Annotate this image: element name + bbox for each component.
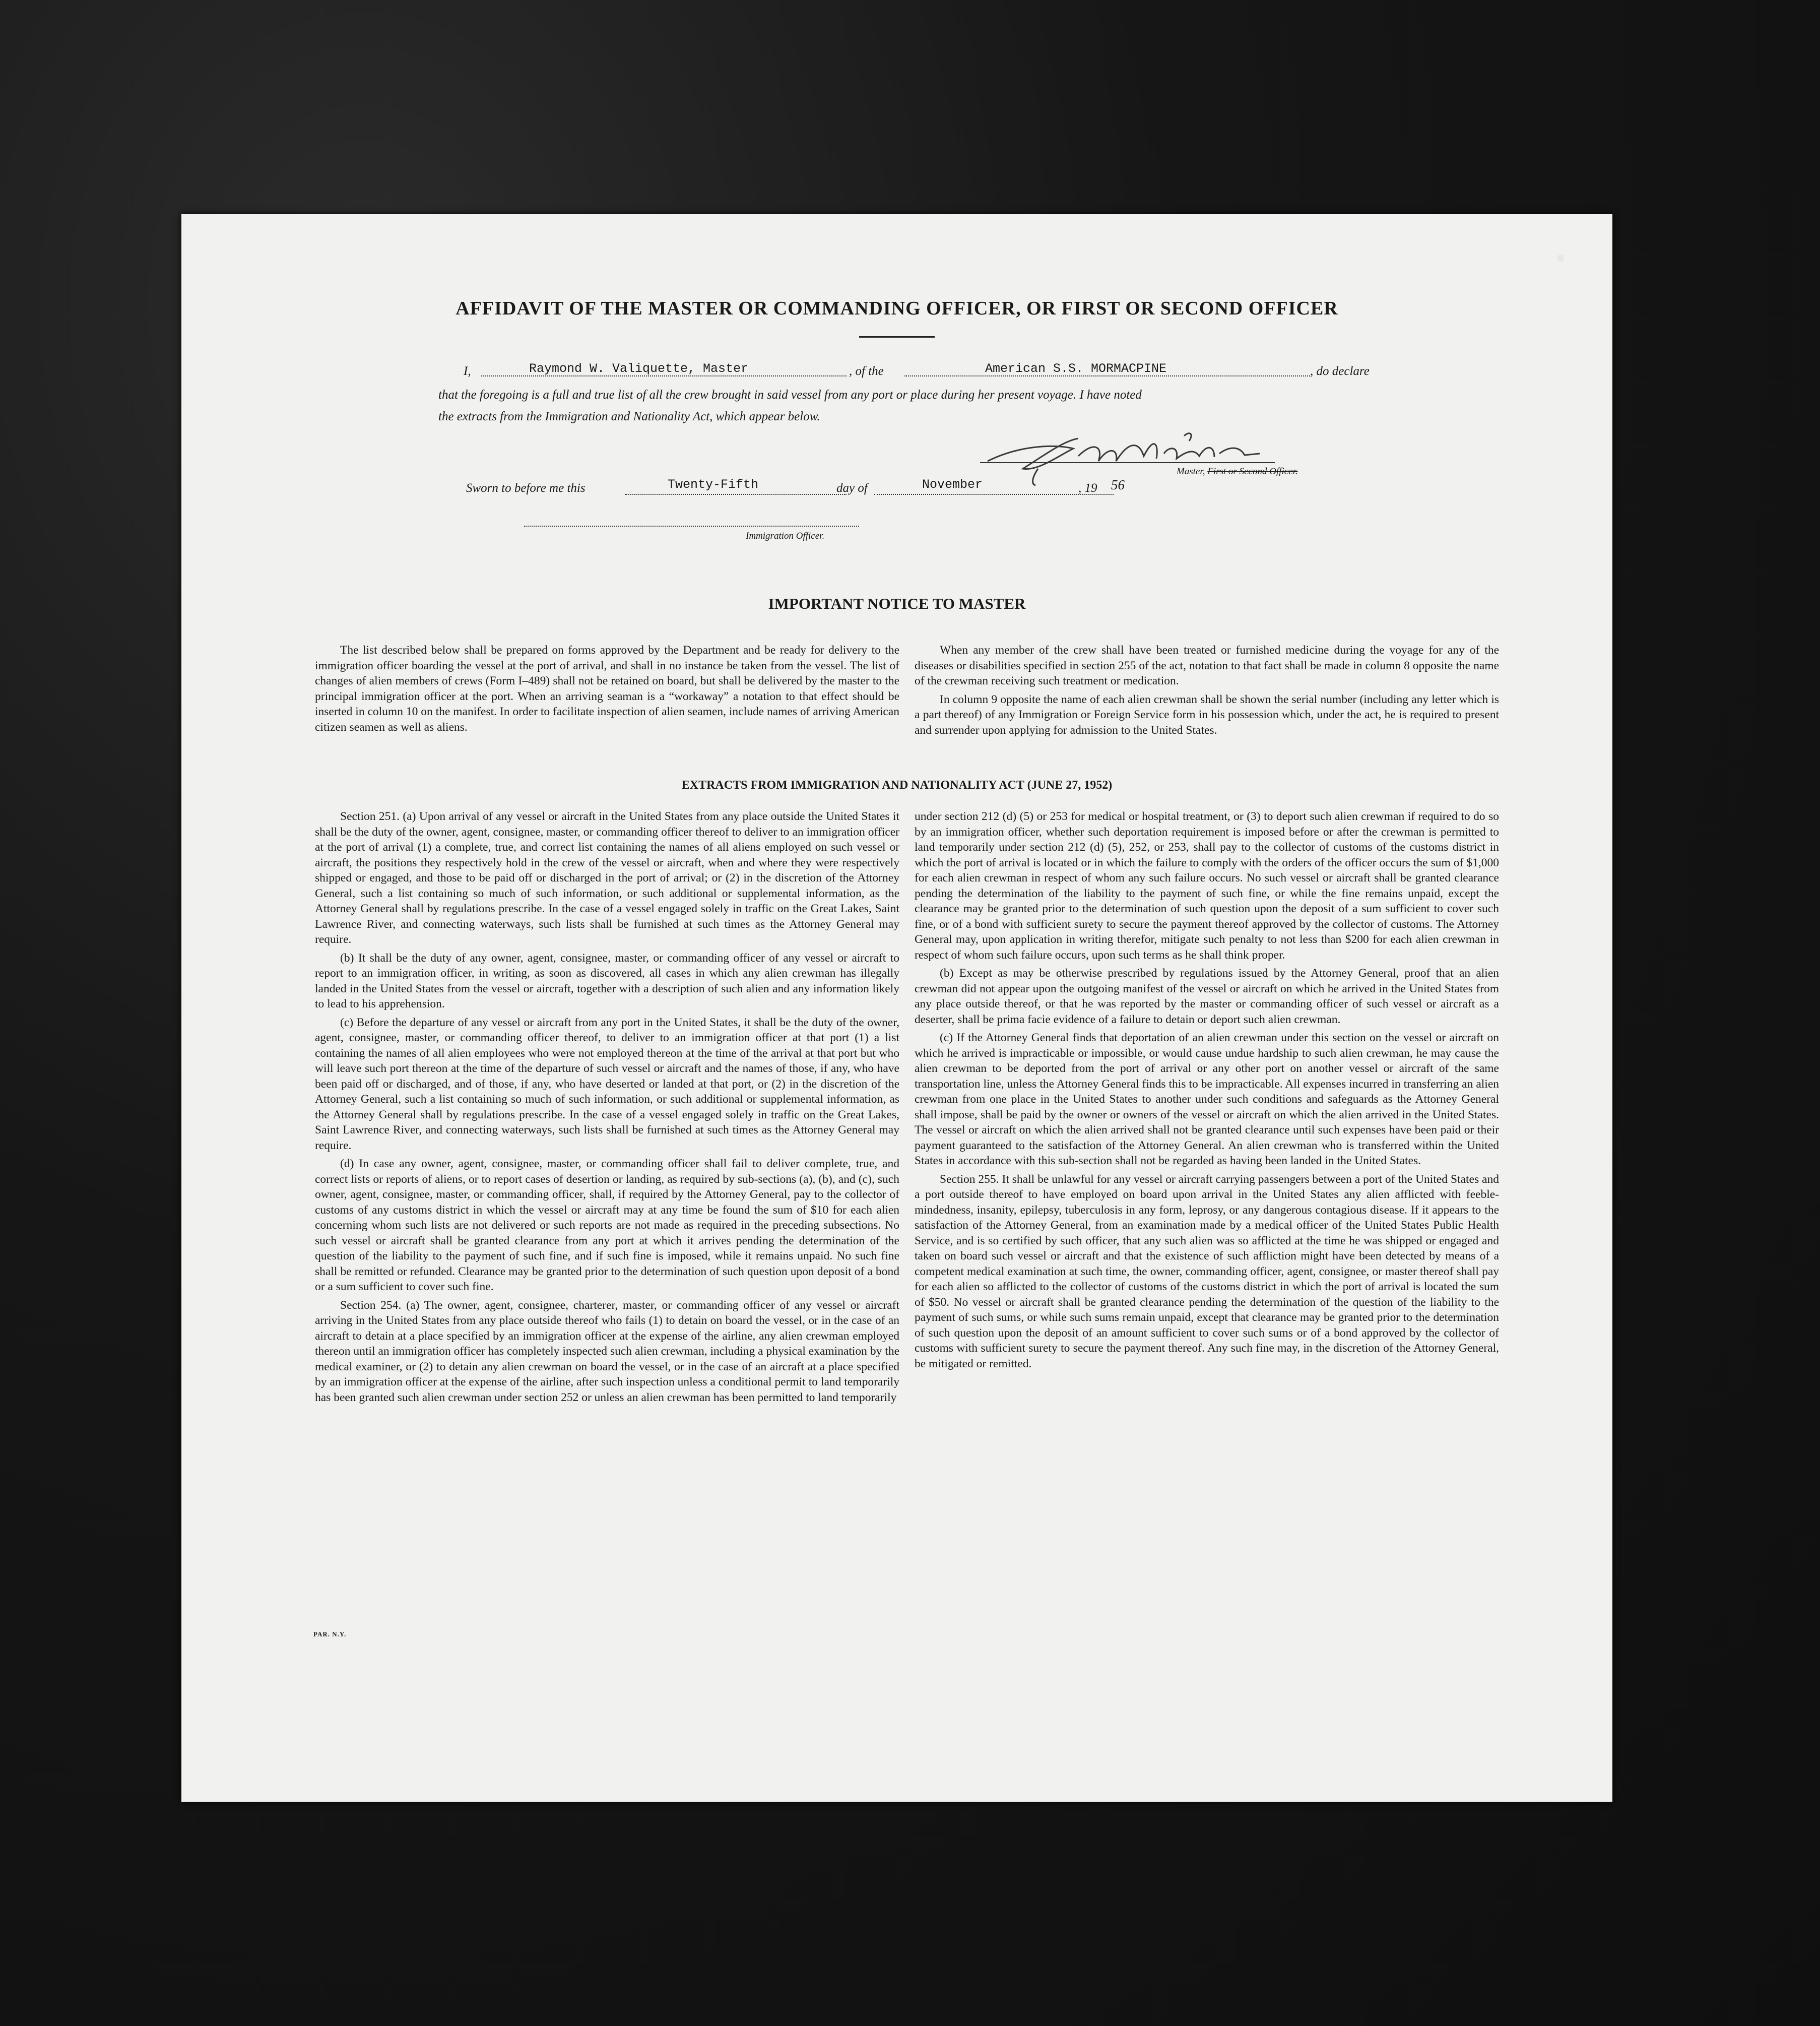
document-page [181, 214, 1612, 1802]
printer-mark: PAR. N.Y. [313, 1630, 347, 1638]
section-paragraph: (d) In case any owner, agent, consignee, master, or commanding officer shall fail to deliver complete, true, and correct lists or reports of aliens, or to report cases of desertion or landing, as required by sub-sections (a), (b), and (c), such owner, agent, consignee, master, or commanding officer, shall, if required by the Attorney General, pay to the collector of customs of any customs district in which the vessel or aircraft may at any time be found the sum of $10 for each alien concerning whom such lists are not delivered or such reports are not made as required in the preceding subsections. No such vessel or aircraft shall be granted clearance from any port at which it arrives pending the determination of the question of the liability to the payment of such fine, and if such fine is imposed, while it remains unpaid. No such fine shall be remitted or refunded. Clearance may be granted prior to the determination of such question upon deposit of a bond or a sum sufficient to cover such fine. [315, 1157, 899, 1293]
signature-title [1177, 466, 1298, 477]
notice-paragraph: When any member of the crew shall have been treated or furnished medicine during the voyage for any of the diseases or disabilities specified in section 255 of the act, notation to that fact shall be made in column 8 opposite the name of the crewman receiving such treatment or medication. [915, 644, 1499, 687]
affidavit-title: AFFIDAVIT OF THE MASTER OR COMMANDING OFFICER, OR FIRST OR SECOND OFFICER [456, 298, 1338, 319]
master-signature [978, 426, 1290, 486]
section-paragraph: (b) Except as may be otherwise prescribed by regulations issued by the Attorney General, proof that an alien crewman did not appear upon the outgoing manifest of the vessel or aircraft on which he arrived in the United States from any place outside thereof, or that he was reported by the master or commanding officer of such vessel or aircraft as a deserter, shall be prima facie evidence of a failure to detain or deport such alien crewman. [915, 967, 1499, 1026]
notice-paragraph: In column 9 opposite the name of each alien crewman shall be shown the serial number (including any letter which is a part thereof) of any Immigration or Foreign Service form in his possession which, under the act, he is required to present and surrender upon applying for admission to the United States. [915, 692, 1499, 737]
scan-speck [1557, 255, 1564, 262]
sworn-day: Twenty-Fifth [668, 477, 759, 492]
section-paragraph: Section 255. It shall be unlawful for any vessel or aircraft carrying passengers between a port of the United States and a port outside thereof to have employed on board upon arrival in the United States any alien afflicted with feeble-mindedness, insanity, epilepsy, tuberculosis in any form, leprosy, or any dangerous contagious disease. If it appears to the satisfaction of the Attorney General, from an examination made by a medical officer of the United States Public Health Service, and is so certified by such officer, that any such alien was so afflicted at the time he was shipped or engaged and taken on board such vessel or aircraft and that the existence of such affliction might have been detected by means of a competent medical examination at such time, the owner, commanding officer, agent, consignee, or master thereof shall pay for each alien so afflicted to the collector of customs of the customs district in which the port of arrival is located the sum of $50. No vessel or aircraft shall be granted clearance pending the determination of the question of the liability to the payment of such sums, or while such sums remain unpaid, except that clearance may be granted prior to the determination of such question upon the deposit of an amount sufficient to cover such sums or of a bond approved by the collector of customs with sufficient surety to secure the payment thereof. Any such fine may, in the discretion of the Attorney General, be mitigated or remitted. [915, 1172, 1499, 1370]
section-paragraph: Section 251. (a) Upon arrival of any vessel or aircraft in the United States from any place outside the United States it shall be the duty of the owner, agent, consignee, master, or commanding officer thereof to deliver to an immigration officer at the port of arrival (1) a complete, true, and correct list containing the names of all aliens employed on such vessel or aircraft, the positions they respectively hold in the crew of the vessel or aircraft, when and where they were respectively shipped or engaged, and those to be paid off or discharged in the port of arrival; or (2) in the discretion of the Attorney General, such a list containing so much of such information, or such additional or supplemental information, as the Attorney General shall by regulations prescribe. In the case of a vessel engaged solely in traffic on the Great Lakes, Saint Lawrence River, and connecting waterways, such lists shall be furnished at such times as the Attorney General may require. [315, 810, 899, 946]
struck-officer-title: First or Second Officer. [1207, 466, 1298, 477]
extracts-right-column [915, 809, 1499, 1374]
section-paragraph: under section 212 (d) (5) or 253 for medical or hospital treatment, or (3) to deport such alien crewman if required to do so by an immigration officer, whether such deportation requirement is imposed before or after the crewman is permitted to land temporarily under section 212 (d) (5), 252, or 253, shall pay to the collector of customs of the customs district in which the port of arrival is located or in which the failure to comply with the orders of the officer occurs the sum of $1,000 for each alien crewman in respect of whom any such failure occurs. No such vessel or aircraft shall be granted clearance pending the determination of the liability to the payment of such fine, or while the fine remains unpaid, except the clearance may be granted prior to the determination of such question upon the deposit of a sum sufficient to cover such fine, or of a bond with sufficient surety to secure the payment thereof approved by the collector of customs. The Attorney General may, upon application in writing therefor, mitigate such penalty to not less than $200 for each alien crewman in respect of whom such failure occurs, upon such terms as he shall think proper. [915, 810, 1499, 962]
notice-right-column [915, 643, 1499, 741]
of-the-label: , of the [849, 364, 884, 378]
day-of-label: day of [836, 481, 868, 495]
notice-title: IMPORTANT NOTICE TO MASTER [768, 595, 1026, 612]
notice-paragraph: The list described below shall be prepared on forms approved by the Department and be ready for delivery to the immigration officer boarding the vessel at the port of arrival, and shall in no instance be taken from the vessel. The list of changes of alien members of crews (Form I–489) shall not be retained on board, but shall be delivered by the master to the principal immigration officer at the port. When an arriving seaman is a “workaway” a notation to that effect should be inserted in column 10 on the manifest. In order to facilitate inspection of alien seamen, include names of arriving American citizen seamen as well as aliens. [315, 644, 899, 734]
notice-left-column [315, 643, 899, 738]
officer-label: Immigration Officer. [746, 531, 825, 541]
statement-line-1: that the foregoing is a full and true list of all the crew brought in said vessel from any port or place during her present voyage. I have noted [438, 388, 1142, 402]
section-paragraph: (c) If the Attorney General finds that deportation of an alien crewman under this section on the vessel or aircraft on which he arrived is impracticable or impossible, or would cause undue hardship to such alien crewman, he may cause the alien crewman to be deported from the port of arrival or any other port on another vessel or aircraft of the same transportation line, unless the Attorney General finds this to be impracticable. All expenses incurred in transferring an alien crewman from one place in the United States to another under such conditions and safeguards as the Attorney General shall impose, shall be paid by the owner or owners of the vessel or aircraft on which the alien arrived in the United States. The vessel or aircraft on which the alien arrived shall not be granted clearance until such expenses have been paid or their payment guaranteed to the satisfaction of the Attorney General. An alien crewman who is transferred within the United States in accordance with this sub-section shall not be regarded as having been landed in the United States. [915, 1031, 1499, 1167]
year-prefix: , 19 [1078, 481, 1097, 495]
section-paragraph: (c) Before the departure of any vessel or aircraft from any port in the United States, it shall be the duty of the owner, agent, consignee, master, or commanding officer thereof, to deliver to an immigration officer at that port (1) a list containing the names of all alien employees who were not employed thereon at the time of the arrival at that port but who will leave such port thereon at the time of the departure of such vessel or aircraft and the names of those, if any, who have been paid off or discharged, and of those, if any, who have deserted or landed at that port, or (2) in the discretion of the Attorney General, such a list containing so much of such information, or such additional or supplemental information, as the Attorney General shall by regulations prescribe. In the case of a vessel engaged solely in traffic on the Great Lakes, Saint Lawrence River, and connecting waterways, such lists shall be furnished at such times as the Attorney General may require. [315, 1016, 899, 1152]
sworn-month: November [922, 477, 983, 492]
extracts-title: EXTRACTS FROM IMMIGRATION AND NATIONALITY ACT (JUNE 27, 1952) [681, 779, 1113, 792]
sworn-prefix: Sworn to before me this [466, 481, 586, 495]
vessel-name: American S.S. MORMACPINE [985, 361, 1167, 376]
pronoun-label: I, [464, 364, 471, 378]
declarant-name: Raymond W. Valiquette, Master [529, 361, 749, 376]
statement-line-2: the extracts from the Immigration and Nationality Act, which appear below. [438, 410, 820, 423]
title-divider [859, 336, 935, 338]
section-paragraph: Section 254. (a) The owner, agent, consignee, charterer, master, or commanding officer of any vessel or aircraft arriving in the United States from any place outside thereof who fails (1) to detain on board the vessel, or in the case of an aircraft to detain at a place specified by an immigration officer at the expense of the airline, any alien crewman employed thereon until an immigration officer has completely inspected such alien crewman, including a physical examination by the medical examiner, or (2) to detain any alien crewman on board the vessel, or in the case of an aircraft at a place specified by an immigration officer at the expense of the airline, after such inspection unless a conditional permit to land temporarily has been granted such alien crewman under section 252 or unless an alien crewman has been permitted to land temporarily [315, 1298, 899, 1404]
sworn-month-line [874, 494, 1114, 495]
signature-line [980, 462, 1275, 463]
sworn-day-line [625, 494, 847, 495]
section-paragraph: (b) It shall be the duty of any owner, agent, consignee, master, or commanding officer of any vessel or aircraft to report to an immigration officer, in writing, as soon as discovered, all cases in which any alien crewman has illegally landed in the United States from the vessel or aircraft, together with a description of such alien and any information likely to lead to his apprehension. [315, 951, 899, 1010]
sworn-year: 56 [1111, 477, 1125, 492]
extracts-left-column [315, 809, 899, 1408]
officer-signature-line [524, 526, 859, 527]
do-declare-label: , do declare [1310, 364, 1370, 378]
master-title: Master, [1177, 466, 1208, 477]
